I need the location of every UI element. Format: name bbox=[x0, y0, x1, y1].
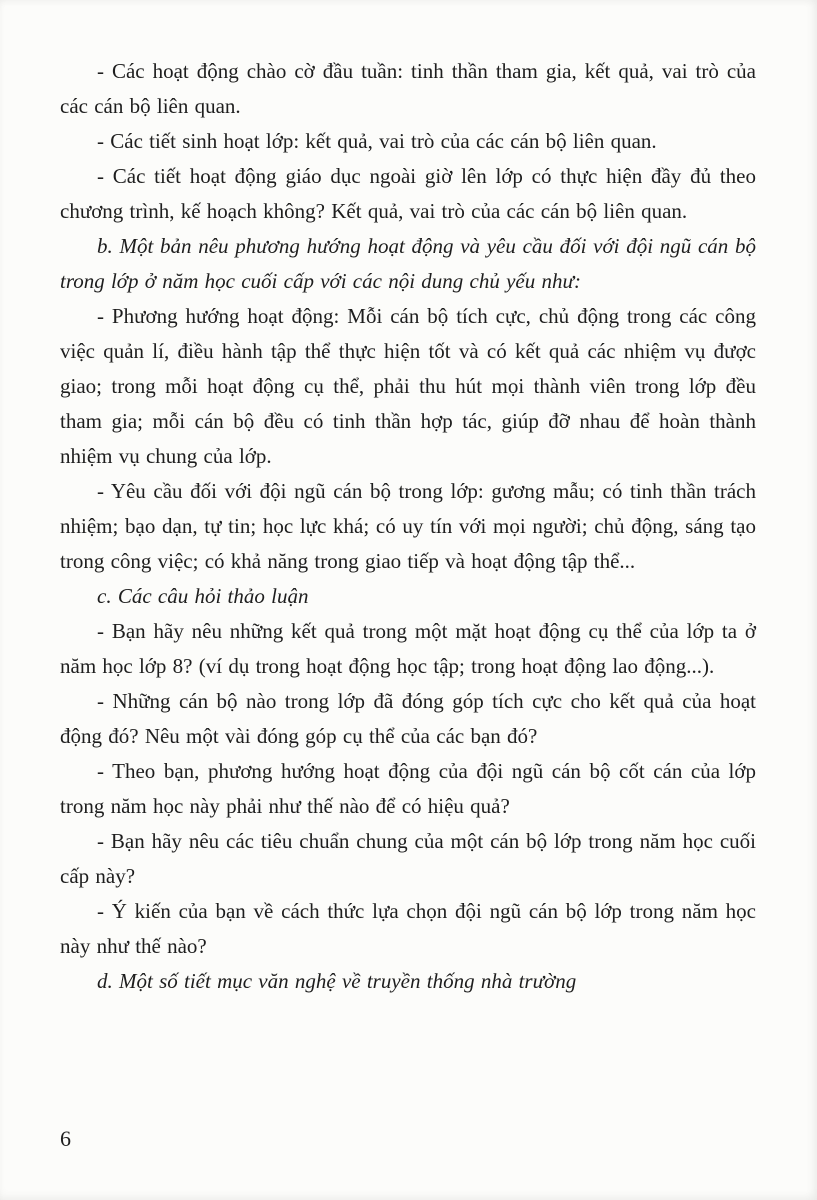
bullet-paragraph: - Các tiết hoạt động giáo dục ngoài giờ lên lớp có thực hiện đầy đủ theo chương trình, kế hoạch không? Kết quả, vai trò của các cán bộ liên quan. bbox=[60, 164, 756, 223]
bullet-paragraph: - Yêu cầu đối với đội ngũ cán bộ trong lớp: gương mẫu; có tinh thần trách nhiệm; bạo dạn, tự tin; học lực khá; có uy tín với mọi người; chủ động, sáng tạo trong công việc; có khả năng trong giao tiếp và hoạt động tập thể... bbox=[60, 479, 756, 573]
bullet-paragraph: - Ý kiến của bạn về cách thức lựa chọn đội ngũ cán bộ lớp trong năm học này như thế nào? bbox=[60, 899, 756, 958]
bullet-paragraph: - Theo bạn, phương hướng hoạt động của đội ngũ cán bộ cốt cán của lớp trong năm học này phải như thế nào để có hiệu quả? bbox=[60, 759, 756, 818]
section-heading-c: c. Các câu hỏi thảo luận bbox=[97, 584, 309, 608]
section-heading-d: d. Một số tiết mục văn nghệ về truyền thống nhà trường bbox=[97, 969, 577, 993]
page-content bbox=[60, 54, 756, 999]
bullet-paragraph: - Các tiết sinh hoạt lớp: kết quả, vai trò của các cán bộ liên quan. bbox=[97, 129, 657, 153]
bullet-paragraph: - Phương hướng hoạt động: Mỗi cán bộ tích cực, chủ động trong các công việc quản lí, điều hành tập thể thực hiện tốt và có kết quả các nhiệm vụ được giao; trong mỗi hoạt động cụ thể, phải thu hút mọi thành viên trong lớp đều tham gia; mỗi cán bộ đều có tinh thần hợp tác, giúp đỡ nhau để hoàn thành nhiệm vụ chung của lớp. bbox=[60, 304, 756, 468]
bullet-paragraph: - Bạn hãy nêu các tiêu chuẩn chung của một cán bộ lớp trong năm học cuối cấp này? bbox=[60, 829, 756, 888]
bullet-paragraph: - Bạn hãy nêu những kết quả trong một mặt hoạt động cụ thể của lớp ta ở năm học lớp 8? (ví dụ trong hoạt động học tập; trong hoạt động lao động...). bbox=[60, 619, 756, 678]
bullet-paragraph: - Các hoạt động chào cờ đầu tuần: tinh thần tham gia, kết quả, vai trò của các cán bộ liên quan. bbox=[60, 59, 756, 118]
page-number: 6 bbox=[60, 1126, 71, 1151]
bullet-paragraph: - Những cán bộ nào trong lớp đã đóng góp tích cực cho kết quả của hoạt động đó? Nêu một vài đóng góp cụ thể của các bạn đó? bbox=[60, 689, 756, 748]
section-heading-b: b. Một bản nêu phương hướng hoạt động và yêu cầu đối với đội ngũ cán bộ trong lớp ở năm học cuối cấp với các nội dung chủ yếu như: bbox=[60, 234, 756, 293]
